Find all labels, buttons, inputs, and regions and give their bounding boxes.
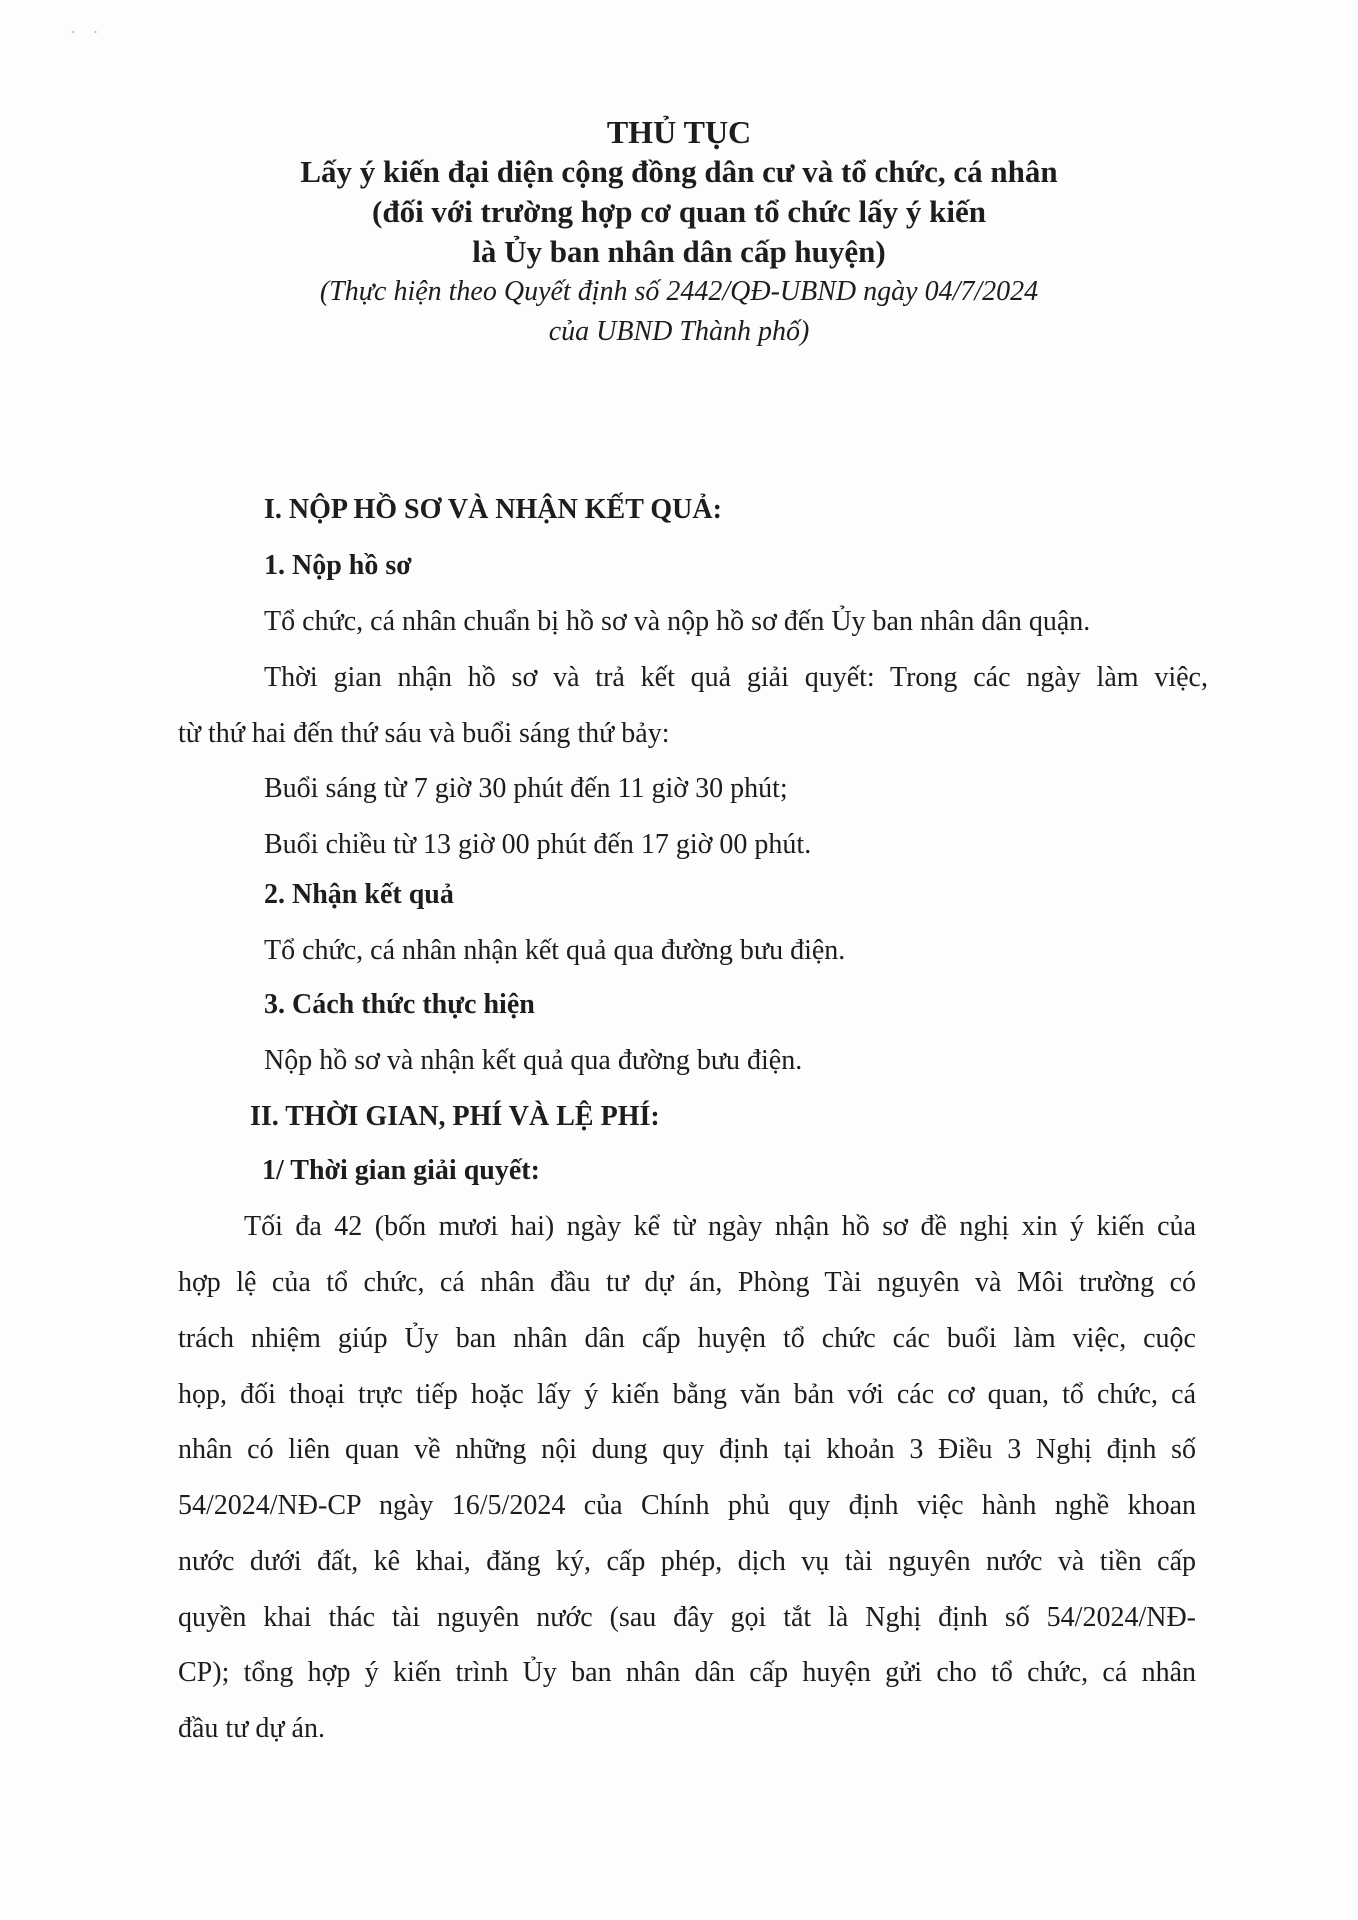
section-1-heading: I. NỘP HỒ SƠ VÀ NHẬN KẾT QUẢ: bbox=[264, 494, 722, 525]
document-subtitle-line-1: Lấy ý kiến đại diện cộng đồng dân cư và tổ chức, cá nhân bbox=[300, 154, 1058, 189]
document-subtitle-line-2: (đối với trường hợp cơ quan tổ chức lấy ý kiến bbox=[372, 194, 986, 229]
section-2-1-line-3: trách nhiệm giúp Ủy ban nhân dân cấp huyện tổ chức các buổi làm việc, cuộc bbox=[178, 1323, 1196, 1354]
section-2-1-line-2: hợp lệ của tổ chức, cá nhân đầu tư dự án, Phòng Tài nguyên và Môi trường có bbox=[178, 1267, 1196, 1298]
section-2-1-line-10: đầu tư dự án. bbox=[178, 1713, 325, 1744]
legal-basis-line-2: của UBND Thành phố) bbox=[548, 316, 810, 347]
section-2-1-line-6: 54/2024/NĐ-CP ngày 16/5/2024 của Chính phủ quy định việc hành nghề khoan bbox=[178, 1490, 1196, 1521]
section-1-3-paragraph: Nộp hồ sơ và nhận kết quả qua đường bưu điện. bbox=[264, 1045, 803, 1076]
section-1-1-paragraph-2-line-2: từ thứ hai đến thứ sáu và buổi sáng thứ bảy: bbox=[178, 718, 670, 749]
afternoon-hours: Buổi chiều từ 13 giờ 00 phút đến 17 giờ 00 phút. bbox=[264, 829, 812, 860]
section-2-1-line-8: quyền khai thác tài nguyên nước (sau đây gọi tắt là Nghị định số 54/2024/NĐ- bbox=[178, 1602, 1196, 1633]
section-1-3-heading: 3. Cách thức thực hiện bbox=[264, 989, 535, 1020]
section-1-2-paragraph: Tổ chức, cá nhân nhận kết quả qua đường bưu điện. bbox=[264, 935, 846, 966]
section-2-1-line-9: CP); tổng hợp ý kiến trình Ủy ban nhân dân cấp huyện gửi cho tổ chức, cá nhân bbox=[178, 1657, 1196, 1688]
section-1-2-heading: 2. Nhận kết quả bbox=[264, 879, 454, 910]
section-1-1-paragraph-2-line-1: Thời gian nhận hồ sơ và trả kết quả giải quyết: Trong các ngày làm việc, bbox=[264, 662, 1208, 693]
section-1-1-paragraph-1: Tổ chức, cá nhân chuẩn bị hồ sơ và nộp hồ sơ đến Ủy ban nhân dân quận. bbox=[264, 606, 1091, 637]
scan-artifact: · · bbox=[70, 22, 105, 42]
document-subtitle-line-3: là Ủy ban nhân dân cấp huyện) bbox=[472, 234, 886, 269]
document-title: THỦ TỤC bbox=[606, 114, 752, 150]
morning-hours: Buổi sáng từ 7 giờ 30 phút đến 11 giờ 30 phút; bbox=[264, 773, 788, 804]
section-2-1-line-7: nước dưới đất, kê khai, đăng ký, cấp phép, dịch vụ tài nguyên nước và tiền cấp bbox=[178, 1546, 1196, 1577]
section-2-1-line-4: họp, đối thoại trực tiếp hoặc lấy ý kiến bằng văn bản với các cơ quan, tổ chức, cá bbox=[178, 1379, 1196, 1410]
title-block bbox=[0, 112, 1358, 352]
section-2-1-line-5: nhân có liên quan về những nội dung quy định tại khoản 3 Điều 3 Nghị định số bbox=[178, 1434, 1196, 1465]
section-2-heading: II. THỜI GIAN, PHÍ VÀ LỆ PHÍ: bbox=[250, 1101, 660, 1132]
section-2-1-line-1: Tối đa 42 (bốn mươi hai) ngày kể từ ngày nhận hồ sơ đề nghị xin ý kiến của bbox=[244, 1211, 1196, 1242]
section-2-1-heading: 1/ Thời gian giải quyết: bbox=[262, 1155, 540, 1186]
legal-basis-line-1: (Thực hiện theo Quyết định số 2442/QĐ-UBND ngày 04/7/2024 bbox=[319, 276, 1039, 307]
section-1-1-heading: 1. Nộp hồ sơ bbox=[264, 550, 412, 581]
